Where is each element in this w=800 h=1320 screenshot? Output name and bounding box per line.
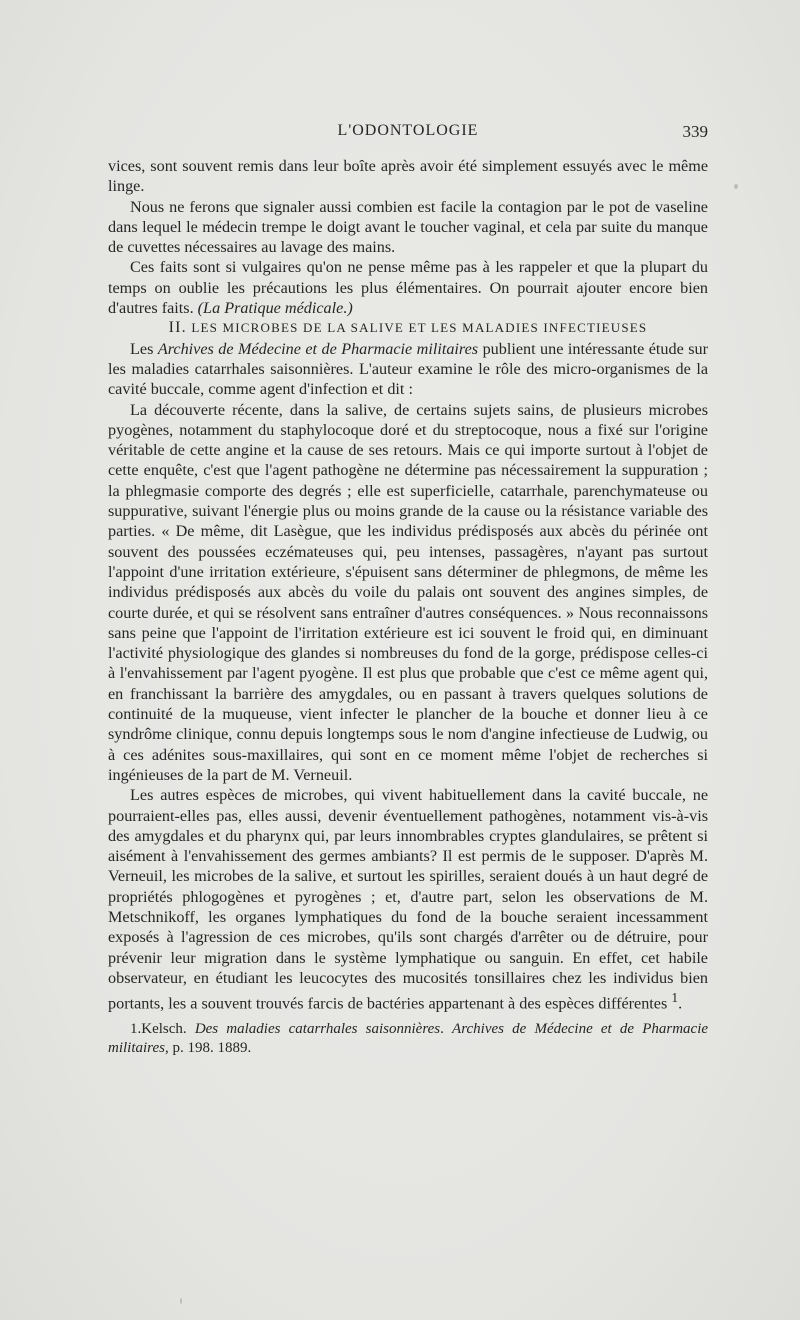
footnote-post: , p. 198. 1889.	[164, 1039, 252, 1056]
section-title: LES MICROBES DE LA SALIVE ET LES MALADIES INFECTIEUSES	[191, 320, 648, 336]
running-title: L'ODONTOLOGIE	[337, 122, 479, 139]
paragraph-archives-post: publient une intéressante étude sur les maladies catarrhales saisonnières. L'auteur examine le rôle des micro-organismes de la cavité buccale, comme agent d'infection et dit :	[108, 339, 708, 399]
section-number: II.	[168, 319, 187, 337]
journal-name: Archives de Médecine et de Pharmacie militaires	[157, 339, 479, 358]
footnote-mid: .	[440, 1020, 453, 1037]
paragraph-decouverte: La découverte récente, dans la salive, de certains sujets sains, de plusieurs microbes pyogènes, notamment du staphylocoque doré et du streptocoque, nous a fixé sur l'origine véritable de cette angine et la cause de ses retours. Mais ce qui importe surtout à l'objet de cette enquête, c'est que l'agent pathogène ne détermine pas nécessairement la suppuration ; la phlegmasie comporte des degrés ; elle est superficielle, catarrhale, parenchymateuse ou suppurative, suivant l'énergie plus ou moins grande de la cause ou la résistance variable des parties. « De même, dit Lasègue, que les individus prédisposés aux abcès du périnée ont souvent des poussées eczémateuses qui, peu intenses, passagères, n'ayant pas surtout l'appoint d'une irritation extérieure, s'épuisent sans déterminer de phlegmons, de même les individus prédisposés aux abcès du voile du palais ont souvent des angines simples, de courte durée, et qui se résolvent sans entraîner d'autres conséquences. » Nous reconnaissons sans peine que l'appoint de l'irritation extérieure est ici souvent le froid qui, en diminuant l'activité physiologique des glandes si nombreuses du fond de la gorge, prédispose celles-ci à l'envahissement par l'agent pyogène. Il est plus que probable que c'est ce même agent qui, en franchissant la barrière des amygdales, ou en passant à travers quelques solutions de continuité de la muqueuse, vient infecter le plancher de la bouche et donner lieu à ce syndrôme clinique, connu depuis longtemps sous le nom d'angine infectieuse de Ludwig, ou à ces adénites sous-maxillaires, qui sont en ce moment même l'objet de recherches si ingénieuses de la part de M. Verneuil.	[108, 400, 708, 784]
footnote-reference: 1	[671, 990, 679, 1006]
paragraph-faits-text: Ces faits sont si vulgaires qu'on ne pense même pas à les rappeler et que la plupart du temps on oublie les précautions les plus élémentaires. On pourrait ajouter encore bien d'autres faits.	[108, 258, 708, 318]
footnote-title: Des maladies catarrhales saisonnières	[194, 1020, 441, 1037]
paragraph-archives	[108, 339, 708, 400]
paragraph-continuation: vices, sont souvent remis dans leur boîte après avoir été simplement essuyés avec le même linge.	[108, 157, 708, 196]
footnote-journal: Archives de Médecine et de Pharmacie militaires	[108, 1020, 709, 1056]
citation-pratique-medicale: (La Pratique médicale.)	[197, 299, 353, 318]
paper-speck	[734, 184, 738, 189]
section-heading	[108, 318, 708, 338]
footnote	[108, 1020, 708, 1058]
paper-speck	[180, 1298, 182, 1304]
paragraph-autres-especes	[108, 785, 708, 1014]
paragraph-end-punct: .	[678, 994, 683, 1013]
body-text	[108, 156, 708, 1058]
paragraph-vaseline: Nous ne ferons que signaler aussi combien est facile la contagion par le pot de vaseline dans lequel le médecin trempe le doigt avant le toucher vaginal, et cela par suite du manque de cuvettes nécessaires au lavage des mains.	[108, 197, 708, 257]
footnote-author: Kelsch.	[141, 1020, 195, 1037]
paragraph-autres-especes-text: Les autres espèces de microbes, qui vivent habituellement dans la cavité buccale, ne pourraient-elles pas, elles aussi, devenir éventuellement pathogènes, notamment vis-à-vis des amygdales et du pharynx qui, par leurs innombrables cryptes glandulaires, se prêtent si aisément à l'envahissement des germes ambiants? Il est permis de le supposer. D'après M. Verneuil, les microbes de la salive, et surtout les spirilles, seraient doués à un haut degré de propriétés phlogogènes et pyrogènes ; et, d'autre part, selon les observations de M. Metschnikoff, les organes lymphatiques du fond de la bouche seraient incessamment exposés à l'agression de ces microbes, qu'ils sont chargés d'arrêter ou de détruire, pour prévenir leur migration dans le système lymphatique ou sanguin. En effet, cet habile observateur, en étudiant les leucocytes des mucosités tonsillaires chez les individus bien portants, les a souvent trouvés farcis de bactéries appartenant à des espèces différentes	[108, 786, 708, 1013]
paragraph-archives-pre: Les	[130, 339, 158, 358]
footnote-marker: 1.	[130, 1020, 142, 1037]
page-number: 339	[682, 122, 708, 141]
page-header	[108, 122, 708, 148]
paragraph-faits	[108, 257, 708, 318]
